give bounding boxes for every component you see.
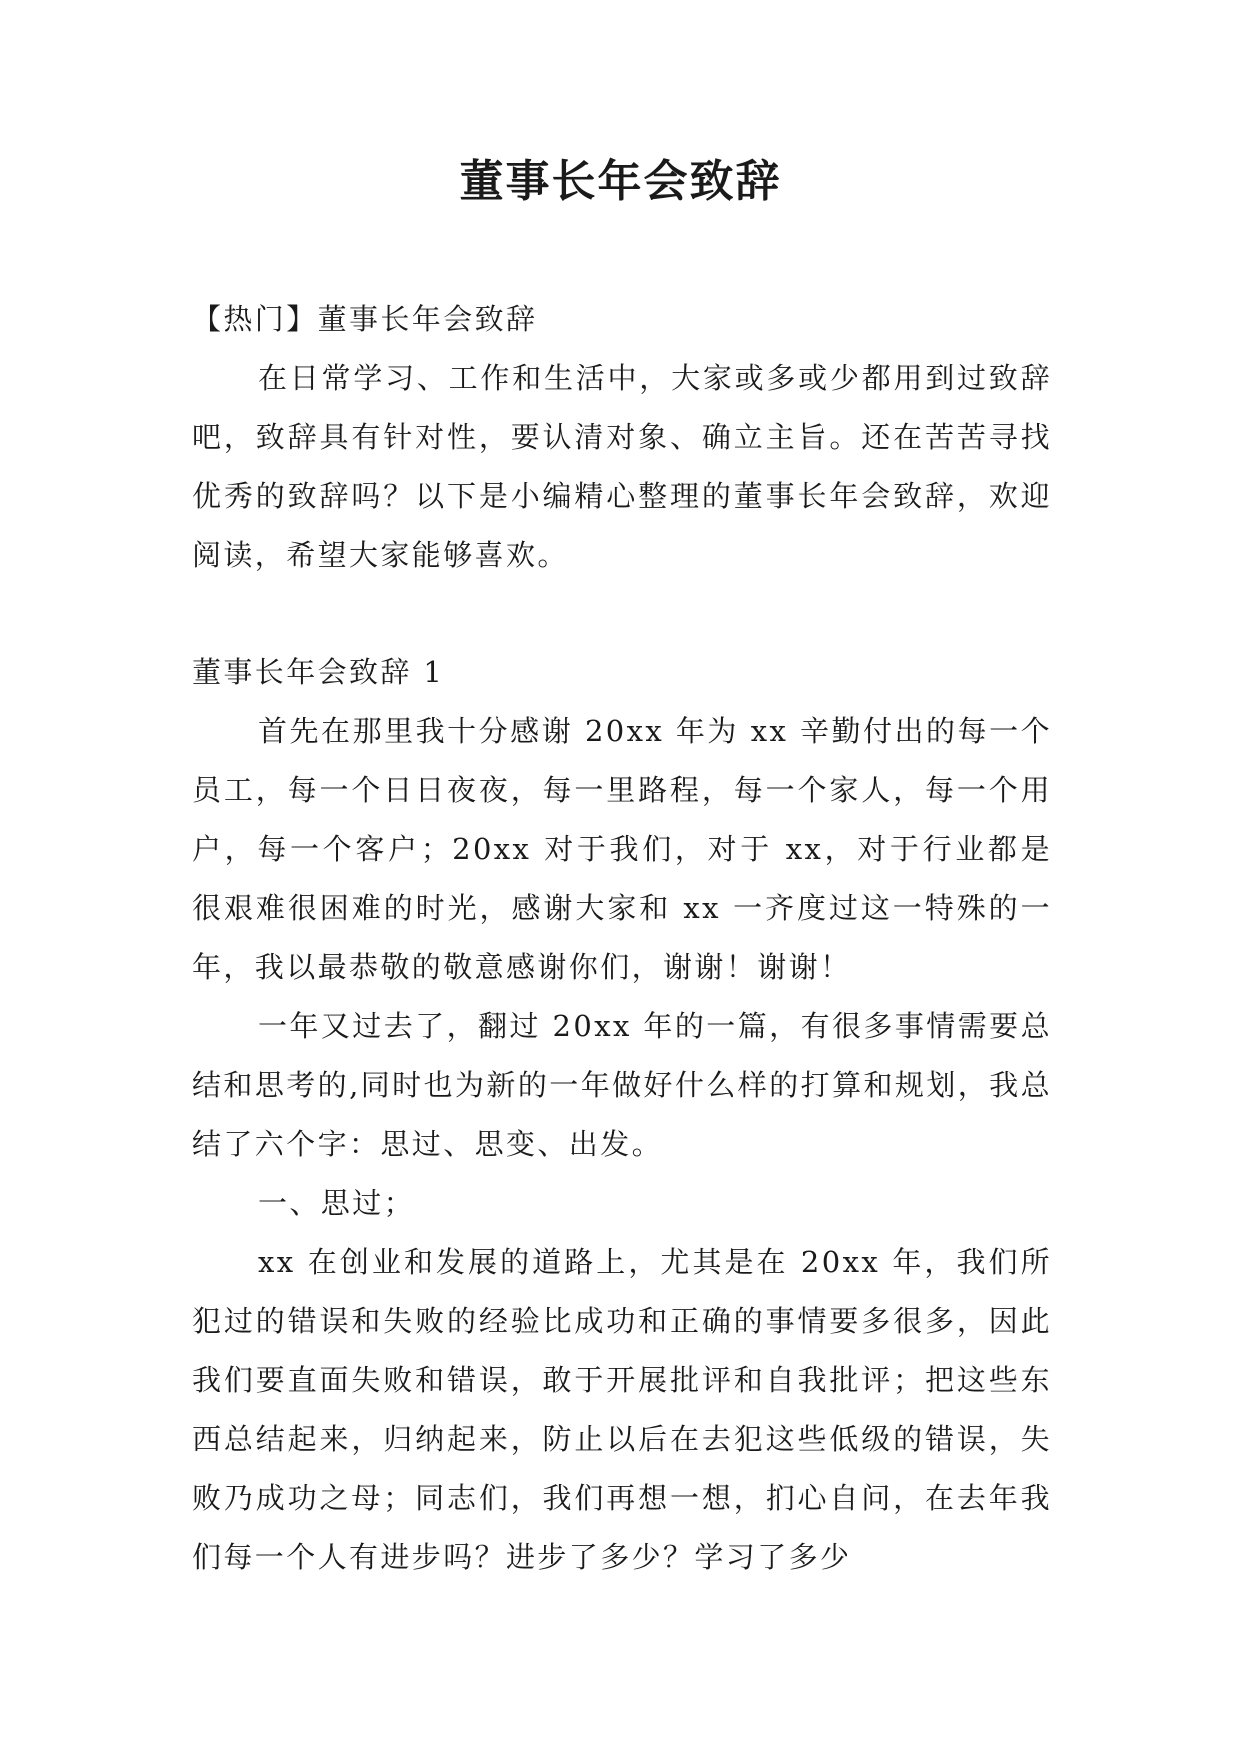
section-title: 董事长年会致辞 1 <box>192 655 445 689</box>
body-paragraph: 一年又过去了，翻过 20xx 年的一篇，有很多事情需要总结和思考的,同时也为新的一年做好什么样的打算和规划，我总结了六个字：思过、思变、出发。 <box>192 1009 1052 1161</box>
document-title: 董事长年会致辞 <box>459 156 782 207</box>
body-paragraph: 首先在那里我十分感谢 20xx 年为 xx 辛勤付出的每一个员工，每一个日日夜夜，每一里路程，每一个家人，每一个用户，每一个客户；20xx 对于我们，对于 xx，对于行业都是很艰难很困难的时光，感谢大家和 xx 一齐度过这一特殊的一年，我以最恭敬的敬意感谢你们，谢谢！谢谢！ <box>192 714 1052 984</box>
list-heading: 一、思过； <box>258 1186 416 1220</box>
body-paragraph: xx 在创业和发展的道路上，尤其是在 20xx 年，我们所犯过的错误和失败的经验比成功和正确的事情要多很多，因此我们要直面失败和错误，敢于开展批评和自我批评；把这些东西总结起来，归纳起来，防止以后在去犯这些低级的错误，失败乃成功之母；同志们，我们再想一想，扪心自问，在去年我们每一个人有进步吗？进步了多少？学习了多少 <box>192 1245 1052 1574</box>
document-body <box>192 290 1052 1587</box>
intro-paragraph: 在日常学习、工作和生活中，大家或多或少都用到过致辞吧，致辞具有针对性，要认清对象、确立主旨。还在苦苦寻找优秀的致辞吗？以下是小编精心整理的董事长年会致辞，欢迎阅读，希望大家能够喜欢。 <box>192 361 1052 572</box>
heading-line: 【热门】董事长年会致辞 <box>192 302 538 336</box>
